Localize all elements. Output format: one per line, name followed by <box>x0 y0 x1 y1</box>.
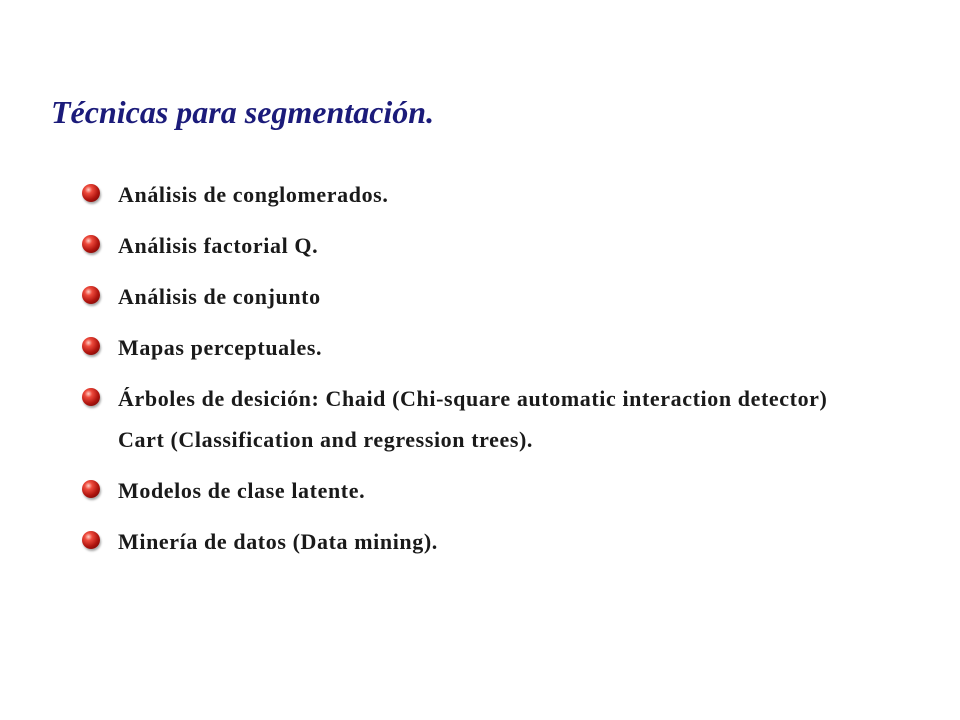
bullet-item <box>82 327 842 368</box>
red-sphere-icon <box>82 480 100 498</box>
bullet-item <box>82 378 842 460</box>
bullet-item <box>82 521 842 562</box>
bullet-text: Modelos de clase latente. <box>118 478 366 503</box>
red-sphere-icon <box>82 388 100 406</box>
bullet-text: Análisis de conjunto <box>118 284 321 309</box>
bullet-text: Análisis de conglomerados. <box>118 182 389 207</box>
slide-title: Técnicas para segmentación. <box>51 94 435 130</box>
red-sphere-icon <box>82 286 100 304</box>
bullet-text: Análisis factorial Q. <box>118 233 319 258</box>
red-sphere-icon <box>82 531 100 549</box>
bullet-item <box>82 470 842 511</box>
bullet-text: Árboles de desición: Chaid (Chi-square automatic interaction detector) Cart (Classification and regression trees). <box>118 386 828 452</box>
bullet-text: Mapas perceptuales. <box>118 335 323 360</box>
bullet-item <box>82 276 842 317</box>
red-sphere-icon <box>82 184 100 202</box>
bullet-text: Minería de datos (Data mining). <box>118 529 438 554</box>
bullet-list <box>82 174 842 572</box>
bullet-item <box>82 174 842 215</box>
red-sphere-icon <box>82 235 100 253</box>
red-sphere-icon <box>82 337 100 355</box>
bullet-item <box>82 225 842 266</box>
